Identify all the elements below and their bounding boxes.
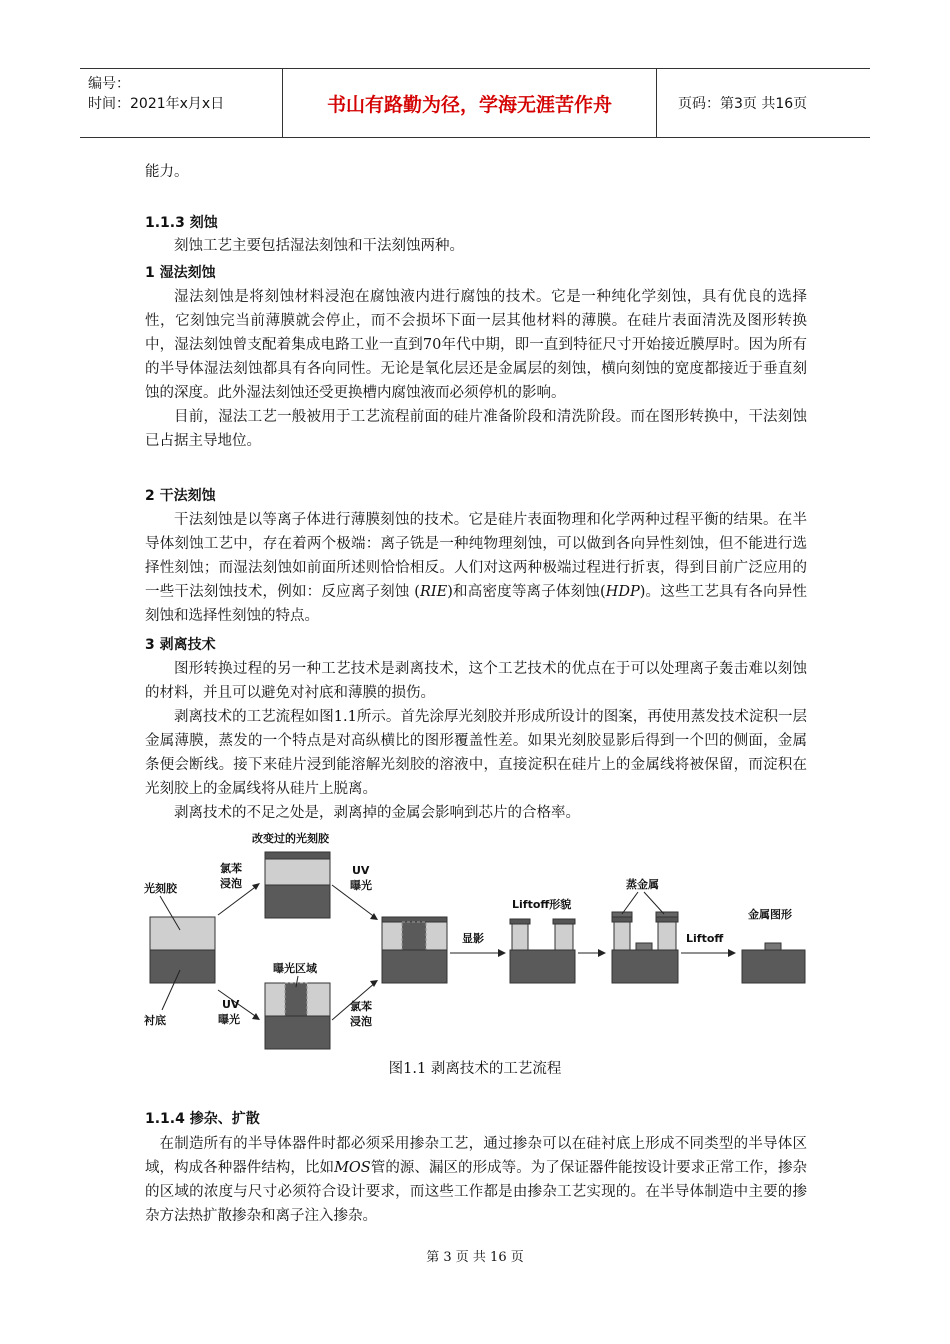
stage4-resist-left-top [510,919,530,924]
dry-text-b: )和高密度等离子体刻蚀( [447,584,606,600]
hdp-abbr: HDP [605,584,640,600]
label-chlorobenzene-1: 氯苯 [220,862,242,875]
stage5-resist-right [658,922,676,950]
label-uv-2: UV [352,864,370,877]
label-liftoff: Liftoff [686,932,724,945]
section-1-1-4-heading: 1.1.4 掺杂、扩散 [145,1111,260,1127]
paragraph-wet-etching: 湿法刻蚀是将刻蚀材料浸泡在腐蚀液内进行腐蚀的技术。它是一种纯化学刻蚀，具有优良的选择性，它刻蚀完当前薄膜就会停止，而不会损坏下面一层其他材料的薄膜。在硅片表面清洗及图形转换中，湿法刻蚀曾支配着集成电路工业一直到70年代中期，即一直到特征尺寸开始接近膜厚时。因为所有的半导体湿法刻蚀都具有各向同性。无论是氧化层还是金属层的刻蚀，横向刻蚀的宽度都接近于垂直刻蚀的深度。此外湿法刻蚀还受更换槽内腐蚀液而必须停机的影响。 [145,289,807,401]
liftoff-process-diagram [140,830,810,1055]
document-number-label: 编号： [88,76,130,92]
mos-abbr: MOS [334,1160,371,1176]
label-soak-1: 浸泡 [220,877,242,890]
label-photoresist: 光刻胶 [144,882,177,895]
label-develop: 显影 [462,932,484,945]
stage2l-exposed-region [285,983,307,1016]
stage6-metal [765,943,781,950]
label-metal-pattern: 金属图形 [748,908,792,921]
stage2u-modified-layer [265,852,330,859]
stage5-metal-left [612,912,632,917]
section-1-1-3-intro: 刻蚀工艺主要包括湿法刻蚀和干法刻蚀两种。 [174,238,464,254]
page-footer: 第 3 页 共 16 页 [426,1250,524,1265]
stage6-substrate [742,950,805,983]
heading-liftoff: 3 剥离技术 [145,637,216,653]
stage5-resist-top-left [612,917,632,922]
stage5-metal-bottom [636,943,652,950]
page-info-text: 页码：第3页 共16页 [678,96,808,112]
paragraph-doping [145,1132,807,1228]
lead-text: 能力。 [145,164,189,180]
stage2u-photoresist [265,859,330,885]
paragraph-liftoff-intro: 图形转换过程的另一种工艺技术是剥离技术，这个工艺技术的优点在于可以处理离子轰击难以刻蚀的材料，并且可以避免对衬底和薄膜的损伤。 [145,661,807,701]
stage4-substrate [510,950,575,983]
paragraph-wet-current: 目前，湿法工艺一般被用于工艺流程前面的硅片准备阶段和清洗阶段。而在图形转换中，干法刻蚀已占据主导地位。 [145,409,807,449]
rie-abbr: RIE [419,584,448,600]
label-expose-1: 曝光 [218,1013,240,1026]
doping-text-b: 管的源、漏区的形成等。为了保证器件能按设计要求正常工作，掺杂的区域的浓度与尺寸必须符合设计要求，而这些工作都是由掺杂工艺实现的。在半导体制造中主要的掺杂方法热扩散掺杂和离子注入掺杂。 [145,1160,808,1224]
stage4-resist-left [512,924,528,950]
label-modified-resist: 改变过的光刻胶 [252,832,329,845]
label-expose-2: 曝光 [350,879,372,892]
stage2u-substrate [265,885,330,918]
stage4-resist-right [555,924,573,950]
paragraph-dry-etching [145,508,807,628]
header-motto: 书山有路勤为径，学海无涯苦作舟 [283,69,657,137]
label-soak-2: 浸泡 [350,1015,372,1028]
dry-text-c: )。这些工艺具有各向异性刻蚀和选择性刻蚀的特点。 [145,584,808,624]
header-left-cell [80,69,283,137]
label-evaporated-metal: 蒸金属 [626,878,659,891]
label-exposed-region: 曝光区域 [273,962,317,975]
stage2l-substrate [265,1016,330,1049]
date-label: 时间：2021年x月x日 [88,96,225,112]
label-uv-1: UV [222,998,240,1011]
doping-text-a: 在制造所有的半导体器件时都必须采用掺杂工艺，通过掺杂可以在硅衬底上形成不同类型的半导体区域，构成各种器件结构，比如 [145,1136,807,1176]
stage5-substrate [612,950,678,983]
stage3-top-modified [382,917,447,922]
section-1-1-3-heading: 1.1.3 刻蚀 [145,215,218,231]
label-liftoff-profile: Liftoff形貌 [512,898,572,911]
figure-caption: 图1.1 剥离技术的工艺流程 [388,1061,562,1077]
stage5-resist-left [614,922,630,950]
stage4-resist-right-top [553,919,575,924]
stage3-exposed-region [402,922,426,950]
stage3-substrate [382,950,447,983]
dry-text-a: 干法刻蚀是以等离子体进行薄膜刻蚀的技术。它是硅片表面物理和化学两种过程平衡的结果。在半导体刻蚀工艺中，存在着两个极端：离子铣是一种纯物理刻蚀，可以做到各向异性刻蚀，但不能进行选择性刻蚀；而湿法刻蚀如前面所述则恰恰相反。人们对这两种极端过程进行折衷，得到目前广泛应用的一些干法刻蚀技术，例如：反应离子刻蚀 ( [145,512,807,600]
heading-dry-etching: 2 干法刻蚀 [145,488,216,504]
paragraph-liftoff-drawback: 剥离技术的不足之处是，剥离掉的金属会影响到芯片的合格率。 [174,805,580,821]
header-page-info [666,69,870,137]
stage5-metal-right [656,912,678,917]
stage1-substrate [150,950,215,983]
label-substrate: 衬底 [144,1014,166,1027]
stage1-photoresist [150,917,215,950]
heading-wet-etching: 1 湿法刻蚀 [145,265,216,281]
label-chlorobenzene-2: 氯苯 [350,1000,372,1013]
stage5-resist-top-right [656,917,678,922]
paragraph-liftoff-process: 剥离技术的工艺流程如图1.1所示。首先涂厚光刻胶并形成所设计的图案，再使用蒸发技术淀积一层金属薄膜，蒸发的一个特点是对高纵横比的图形覆盖性差。如果光刻胶显影后得到一个凹的侧面，金属条便会断线。接下来硅片浸到能溶解光刻胶的溶液中，直接淀积在硅片上的金属线将被保留，而淀积在光刻胶上的金属线将从硅片上脱离。 [145,709,807,797]
page-header [80,68,870,138]
